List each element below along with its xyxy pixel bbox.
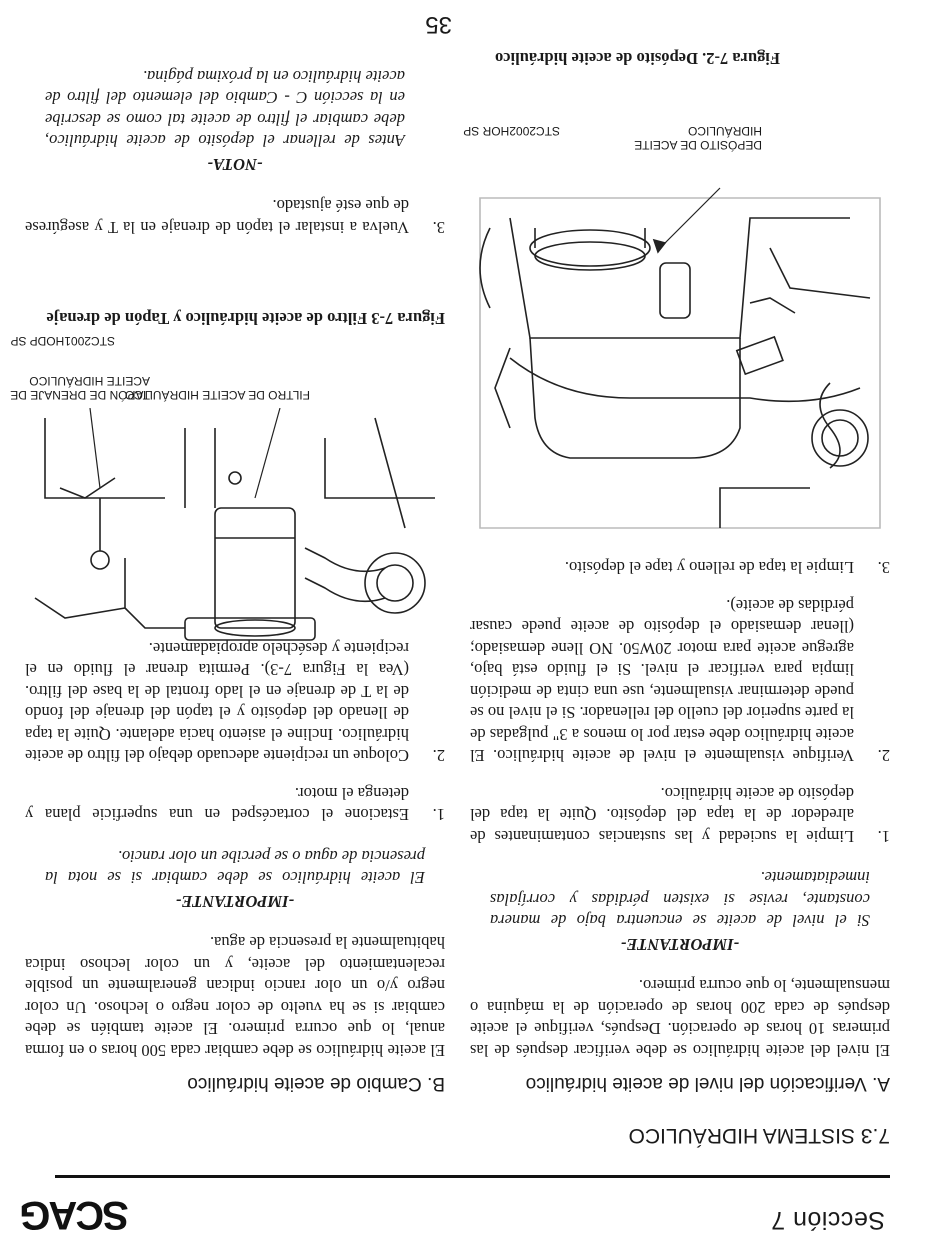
label-filter: FILTRO DE ACEITE HIDRÁULICO — [124, 388, 310, 402]
part-code-tank: STC2002HOR SP — [463, 124, 560, 138]
step-text: Estacione el cortacésped en una superficie plana y detenga el motor. — [25, 784, 409, 825]
list-item — [25, 638, 445, 767]
step-number: 1. — [432, 805, 445, 825]
scag-logo — [20, 1192, 130, 1242]
figure-caption-7-3: Figura 7-3 Filtro de aceite hidráulico y Tapón de drenaje — [46, 309, 445, 328]
steps-list-b — [25, 638, 445, 826]
filter-illustration — [25, 408, 445, 648]
list-item — [25, 195, 445, 238]
note-title: -NOTA- — [207, 155, 263, 174]
list-item — [470, 557, 890, 579]
step-number: 3. — [432, 218, 445, 237]
svg-text:SCAG: SCAG — [21, 1193, 129, 1237]
important-text-a: Si el nivel de aceite se encuentra bajo de manera constante, revise si existen pérdidas y corríjalas inmediatamente. — [490, 868, 870, 931]
right-column — [25, 618, 445, 1147]
step-number: 3. — [877, 558, 890, 578]
part-code-filter: STC2001HODP SP — [10, 334, 115, 348]
label-tank: DEPÓSITO DE ACEITE HIDRÁULICO — [634, 124, 762, 152]
list-item — [470, 595, 890, 767]
step-number: 2. — [432, 746, 445, 766]
step-number: 2. — [877, 746, 890, 766]
label-drain-plug: TAPÓN DE DRENAJE DE ACEITE HIDRÁULICO — [10, 374, 150, 402]
figure-caption-7-2: Figura 7-2. Depósito de aceite hidráulico — [494, 49, 780, 68]
important-text-b: El aceite hidráulico se debe cambiar si se nota la presencia de agua o se percibe un olor rancio. — [45, 847, 425, 888]
step-text: Limpie la suciedad y las sustancias contaminantes de alrededor de la tapa del depósito. Quite la tapa del depósito de aceite hidráulico. — [470, 784, 854, 846]
important-title-a: -IMPORTANTE- — [620, 935, 740, 954]
section-title: 7.3 SISTEMA HIDRÁULICO — [628, 1124, 890, 1147]
step-text: Coloque un recipiente adecuado debajo del filtro de aceite hidráulico. Incline el asiento hacia adelante. Quite la tapa de llenado del depósito y el tapón del drenaje del fondo de la T de drenaje en el lado frontal de la base del filtro. (Vea la Figura 7-3). Permita drenar el fluido en el recipiente y deséchelo apropiadamente. — [25, 639, 409, 766]
tank-illustration — [470, 118, 890, 548]
step-text: Vuelva a instalar el tapón de drenaje en la T y asegúrese de que esté ajustado. — [25, 196, 409, 237]
figure-filter-drain — [10, 278, 445, 648]
left-column — [470, 537, 890, 1146]
steps-list-a — [470, 557, 890, 847]
list-item — [470, 783, 890, 848]
note-text: Antes de rellenar el depósito de aceite hidráulico, debe cambiar el filtro de aceite tal como se describe en la sección C - Cambio del elemento del filtro de aceite hidráulico en la próxima página. — [45, 67, 405, 151]
header-rule — [55, 1175, 890, 1178]
step-number: 1. — [877, 827, 890, 846]
step-text: Limpie la tapa de relleno y tape el depósito. — [564, 558, 854, 578]
page-number: 35 — [425, 11, 452, 38]
figure-hydraulic-tank — [463, 28, 890, 548]
important-title-b: -IMPORTANTE- — [175, 892, 295, 911]
subsection-title-a: A. Verificación del nivel de aceite hidráulico — [525, 1073, 890, 1095]
steps-list-b-cont — [25, 195, 445, 238]
intro-paragraph-b: El aceite hidráulico se debe cambiar cada 500 horas o en forma anual, lo que ocurra primero. El aceite también se debe cambiar si se ha vuelto de color negro o lechoso. Un color negro y/o un olor rancio indican generalmente un posible recalentamiento del aceite, y un color lechoso indica habitualmente la presencia de agua. — [25, 933, 445, 1060]
list-item — [25, 783, 445, 826]
section-label: Sección 7 — [770, 1206, 885, 1234]
step-text: Verifique visualmente el nivel de aceite hidráulico. El aceite hidráulico debe estar por lo menos a 3" pulgadas de la parte superior del cuello del rellenador. Si el nivel no se puede determinar visualmente, use una cinta de medición limpia para verificar el nivel. Si el fluido está bajo, agregue aceite para motor 20W50. NO llene demasiado; (llenar demasiado el depósito de aceite puede causar pérdidas de aceite). — [470, 596, 854, 766]
right-column-continued — [25, 46, 445, 239]
subsection-title-b: B. Cambio de aceite hidráulico — [187, 1073, 445, 1095]
intro-paragraph-a: El nivel del aceite hidráulico se debe verificar después de las primeras 10 horas de operación. Después, verifique el aceite después de cada 200 horas de operación de la máquina o mensualmente, lo que ocurra primero. — [470, 976, 890, 1060]
